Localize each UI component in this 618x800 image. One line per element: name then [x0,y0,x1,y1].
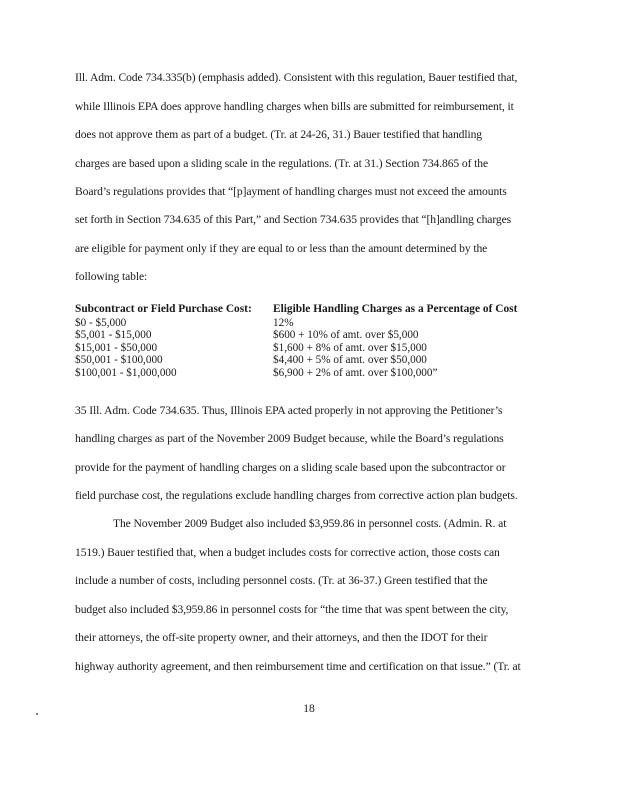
body-text-line: charges are based upon a sliding scale in the regulations. (Tr. at 31.) Section 734.865 of the [75,157,489,170]
table-cell-cost: $100,001 - $1,000,000 [75,366,177,379]
body-text-line: field purchase cost, the regulations exclude handling charges from corrective action plan budgets. [75,489,518,502]
body-text-line: provide for the payment of handling charges on a sliding scale based upon the subcontractor or [75,461,506,474]
body-text-line: 1519.) Bauer testified that, when a budget includes costs for corrective action, those costs can [75,546,500,559]
scan-artifact [36,713,38,715]
handling-charges-table [75,303,545,380]
table-cell-cost: $0 - $5,000 [75,316,127,329]
table-row [75,367,545,380]
page-number: 18 [303,702,315,715]
table-row [75,329,545,342]
table-header-charges: Eligible Handling Charges as a Percentage of Cost [273,303,518,315]
body-text-line: set forth in Section 734.635 of this Part,” and Section 734.635 provides that “[h]andling charges [75,213,512,226]
table-cell-charge: $1,600 + 8% of amt. over $15,000 [273,341,427,354]
body-text-line: handling charges as part of the November 2009 Budget because, while the Board’s regulations [75,432,504,445]
table-cell-charge: $6,900 + 2% of amt. over $100,000” [273,366,438,379]
paragraph-first-line: The November 2009 Budget also included $3,959.86 in personnel costs. (Admin. R. at [113,517,507,530]
body-text-line: budget also included $3,959.86 in personnel costs for “the time that was spent between the city, [75,603,509,616]
table-cell-cost: $5,001 - $15,000 [75,329,152,342]
body-text-line: Board’s regulations provides that “[p]ayment of handling charges must not exceed the amounts [75,185,507,198]
table-cell-charge: $600 + 10% of amt. over $5,000 [273,329,419,342]
body-text-line: following table: [75,270,148,283]
body-text-line: their attorneys, the off-site property owner, and their attorneys, and then the IDOT for their [75,631,488,644]
table-cell-charge: 12% [273,316,294,329]
body-text-line: are eligible for payment only if they are equal to or less than the amount determined by the [75,242,488,255]
body-text-line: does not approve them as part of a budget. (Tr. at 24-26, 31.) Bauer testified that handling [75,128,483,141]
body-text-line: Ill. Adm. Code 734.335(b) (emphasis added). Consistent with this regulation, Bauer testified that, [75,71,518,84]
table-cell-charge: $4,400 + 5% of amt. over $50,000 [273,354,427,367]
table-row [75,342,545,355]
table-header-row [75,303,545,317]
body-text-line: 35 Ill. Adm. Code 734.635. Thus, Illinois EPA acted properly in not approving the Petitioner’s [75,404,503,417]
table-cell-cost: $15,001 - $50,000 [75,341,158,354]
table-row [75,317,545,330]
table-header-cost: Subcontract or Field Purchase Cost: [75,303,252,315]
body-text-line: highway authority agreement, and then reimbursement time and certification on that issue.” (Tr. at [75,660,521,673]
body-text-line: while Illinois EPA does approve handling charges when bills are submitted for reimbursement, it [75,100,514,113]
table-cell-cost: $50,001 - $100,000 [75,354,163,367]
table-row [75,354,545,367]
body-text-line: include a number of costs, including personnel costs. (Tr. at 36-37.) Green testified that the [75,574,488,587]
